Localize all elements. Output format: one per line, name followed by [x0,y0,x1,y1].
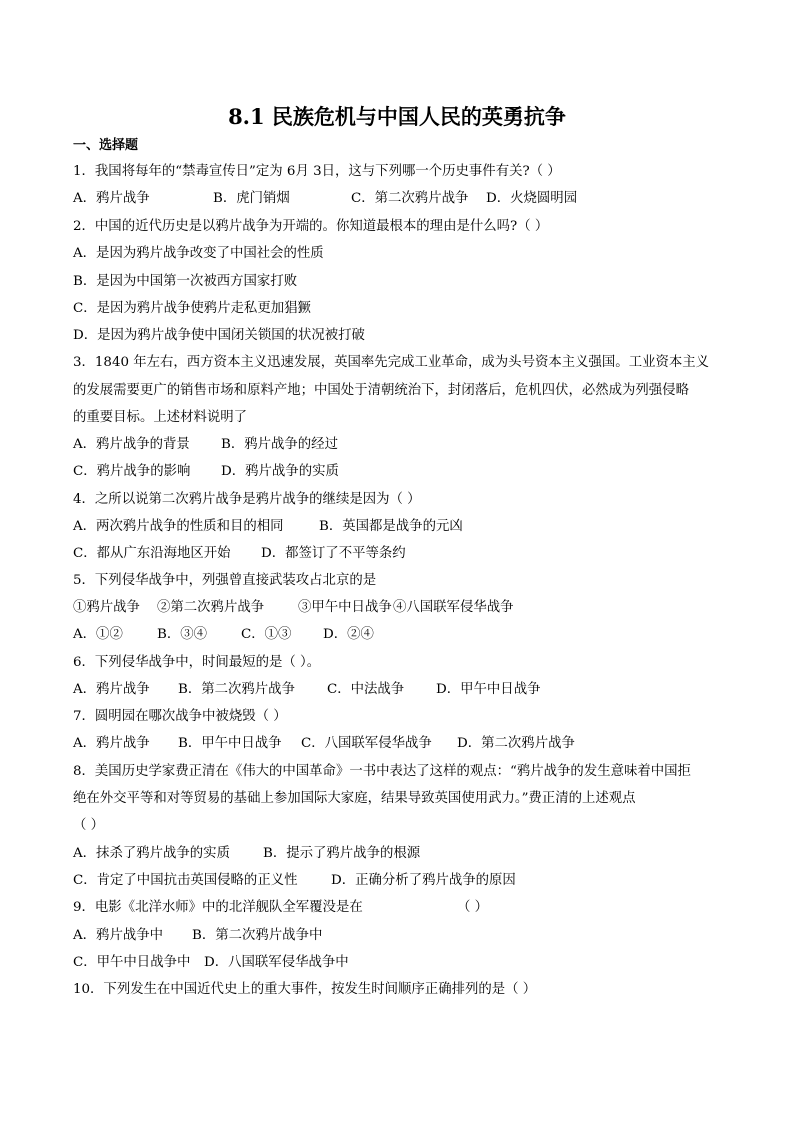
answer-option: B．鸦片战争的经过 [221,437,338,452]
options-row [73,954,733,972]
answer-option: A．鸦片战争中 [73,928,164,943]
question-text-line: 的发展需要更广的销售市场和原料产地；中国处于清朝统治下，封闭落后，危机四伏，必然成为列强侵略 [73,383,689,398]
question-text-line: 8．美国历史学家费正清在《伟大的中国革命》一书中表达了这样的观点：“鸦片战争的发生意味着中国拒 [73,764,691,779]
question-text-line: （ ） [73,818,105,833]
question-text-line: D．是因为鸦片战争使中国闭关锁国的状况被打破 [73,328,365,343]
options-row [73,463,733,481]
answer-option: 9．电影《北洋水师》中的北洋舰队全军覆没是在 [73,900,363,915]
question-text-line: 6．下列侵华战争中，时间最短的是（ ）。 [73,655,321,670]
answer-option: A．抹杀了鸦片战争的实质 [73,846,230,861]
answer-option: A．①② [73,627,123,642]
question-text-line: 绝在外交平等和对等贸易的基础上参加国际大家庭，结果导致英国使用武力。”费正清的上述观点 [73,791,636,806]
answer-option: B．英国都是战争的元凶 [319,519,463,534]
answer-option: D．正确分析了鸦片战争的原因 [331,873,516,888]
section-heading: 一、选择题 [73,138,139,153]
answer-option: C．八国联军侵华战争 [301,736,432,751]
question-text-line: A．是因为鸦片战争改变了中国社会的性质 [73,246,324,261]
answer-option: A．鸦片战争的背景 [73,437,190,452]
answer-option: A．鸦片战争 [73,682,150,697]
options-row [73,626,733,644]
answer-option: B．甲午中日战争 [178,736,282,751]
options-row [73,599,733,617]
answer-option: A．鸦片战争 [73,191,150,206]
options-row [73,190,733,208]
answer-option: A．两次鸦片战争的性质和目的相同 [73,519,284,534]
options-row [73,735,733,753]
question-text-line: 1．我国将每年的“禁毒宣传日”定为 6月 3日，这与下列哪一个历史事件有关?（ ） [73,164,561,179]
answer-option: C．甲午中日战争中 [73,955,191,970]
answer-option: D．甲午中日战争 [436,682,541,697]
options-row [73,681,733,699]
answer-option: C．肯定了中国抗击英国侵略的正义性 [73,873,298,888]
question-text-line: 5．下列侵华战争中，列强曾直接武装攻占北京的是 [73,573,377,588]
question-text-line: B．是因为中国第一次被西方国家打败 [73,274,298,289]
options-row [73,845,733,863]
question-text-line: C．是因为鸦片战争使鸦片走私更加猖獗 [73,301,311,316]
options-row [73,872,733,890]
answer-option: B．第二次鸦片战争中 [192,928,323,943]
question-text-line: 7．圆明园在哪次战争中被烧毁（ ） [73,709,287,724]
answer-option: D．第二次鸦片战争 [457,736,575,751]
answer-option: （ ） [457,900,489,915]
answer-option: D．都签订了不平等条约 [261,546,406,561]
answer-option: B．③④ [157,627,208,642]
answer-option: D．火烧圆明园 [486,191,578,206]
answer-option: C．鸦片战争的影响 [73,464,191,479]
options-row [73,545,733,563]
answer-option: C．第二次鸦片战争 [351,191,469,206]
answer-option: B．虎门销烟 [213,191,290,206]
question-text-line: 2．中国的近代历史是以鸦片战争为开端的。你知道最根本的理由是什么吗?（ ） [73,219,549,234]
answer-option: B．第二次鸦片战争 [178,682,295,697]
options-row [73,436,733,454]
question-text-line: 3．1840 年左右，西方资本主义迅速发展，英国率先完成工业革命，成为头号资本主义强国。工业资本主义 [73,355,710,370]
page-title: 8.1 民族危机与中国人民的英勇抗争 [228,104,566,129]
answer-option: B．提示了鸦片战争的根源 [263,846,421,861]
answer-option: ①鸦片战争 [73,600,140,615]
answer-option: D．②④ [323,627,374,642]
answer-option: C．中法战争 [327,682,405,697]
question-text-line: 10．下列发生在中国近代史上的重大事件，按发生时间顺序正确排列的是（ ） [73,982,537,997]
answer-option: A．鸦片战争 [73,736,150,751]
question-text-line: 的重要目标。上述材料说明了 [73,410,248,425]
answer-option: C．①③ [241,627,292,642]
options-row [73,899,733,917]
answer-option: D．鸦片战争的实质 [221,464,339,479]
answer-option: D．八国联军侵华战争中 [204,955,349,970]
answer-option: C．都从广东沿海地区开始 [73,546,231,561]
answer-option: ④八国联军侵华战争 [393,600,514,615]
question-text-line: 4．之所以说第二次鸦片战争是鸦片战争的继续是因为（ ） [73,492,421,507]
answer-option: ②第二次鸦片战争 [157,600,265,615]
options-row [73,518,733,536]
answer-option: ③甲午中日战争 [298,600,392,615]
options-row [73,927,733,945]
